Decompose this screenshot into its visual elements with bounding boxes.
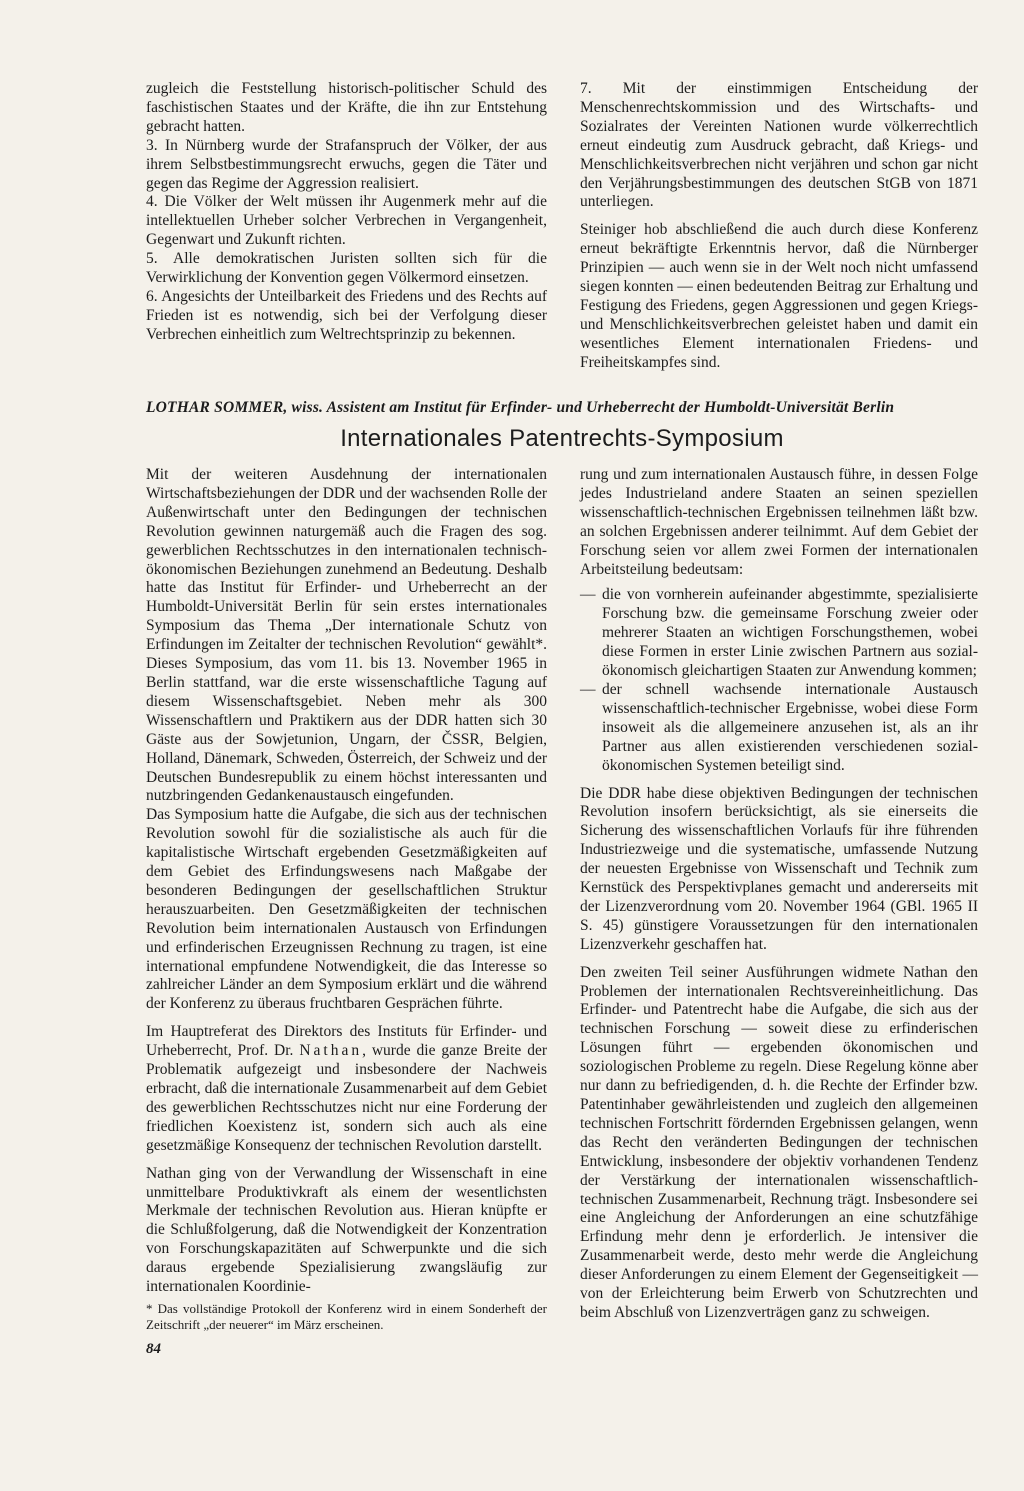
- author-byline: LOTHAR SOMMER, wiss. Assistent am Institut für Erfinder- und Urheberrecht der Humboldt-Universität Berlin: [146, 399, 895, 416]
- dash-marker: —: [580, 680, 596, 698]
- text-run: , wurde die ganze Breite der Problematik aufgezeigt und insbesondere der Nachweis erbracht, daß die internationale Zusammenarbeit auf dem Gebiet des gewerblichen Rechtsschutzes nicht nur eine Forderung der friedlichen Koexistenz ist, sondern sich auch als eine gesetzmäßige Konsequenz der technischen Revolution darstellt.: [146, 1042, 547, 1154]
- main-left-column: [146, 466, 547, 1297]
- top-left-column: [146, 80, 547, 345]
- bullet-list: [580, 586, 978, 775]
- top-right-column: [580, 80, 978, 373]
- paragraph: Nathan ging von der Verwandlung der Wissenschaft in eine unmittelbare Produktivkraft als einem der wesentlichsten Merkmale der technischen Revolution aus. Hieran knüpfte er die Schlußfolgerung, daß die Notwendigkeit der Konzentration von Forschungskapazitäten auf Schwerpunkte und die sich daraus ergebende Spezialisierung zwangsläufig zur internationalen Koordinie-: [146, 1164, 547, 1296]
- article-title: Internationales Patentrechts-Symposium: [340, 425, 784, 452]
- list-item: [580, 586, 978, 681]
- list-item-text: die von vornherein aufeinander abgestimmte, spezialisierte Forschung bzw. die gemeinsame Forschung zweier oder mehrerer Staaten an wichtigen Forschungsthemen, wobei diese Formen in erster Linie zwischen Partnern aus sozial-ökonomisch gleichartigen Staaten zur Anwendung kommen;: [602, 586, 978, 680]
- paragraph: rung und zum internationalen Austausch führe, in dessen Folge jedes Industrieland andere Staaten an seinen speziellen wissenschaftlich-technischen Ergebnissen teilnehmen läßt bzw. an solchen Ergebnissen anderer teilnimmt. Auf dem Gebiet der Forschung seien vor allem zwei Formen der internationalen Arbeitsteilung bedeutsam:: [580, 466, 978, 578]
- emphasized-name: Nathan: [299, 1042, 363, 1060]
- paragraph: 4. Die Völker der Welt müssen ihr Augenmerk mehr auf die intellektuellen Urheber solcher Verbrechen in Vergangenheit, Gegenwart und Zukunft richten.: [146, 193, 547, 249]
- paragraph: [146, 1023, 547, 1155]
- paragraph: zugleich die Feststellung historisch-politischer Schuld des faschistischen Staates und der Kräfte, die ihn zur Entstehung gebracht hatten.: [146, 80, 547, 135]
- paragraph: 5. Alle demokratischen Juristen sollten sich für die Verwirklichung der Konvention gegen Völkermord einsetzen.: [146, 250, 547, 287]
- dash-marker: —: [580, 586, 596, 604]
- paragraph: Mit der weiteren Ausdehnung der internationalen Wirtschaftsbeziehungen der DDR und der wachsenden Rolle der Außenwirtschaft unter den Bedingungen der technischen Revolution gewinnen naturgemäß auch die Fragen des sog. gewerblichen Rechtsschutzes in den internationalen technisch-ökonomischen Beziehungen zunehmend an Bedeutung. Deshalb hatte das Institut für Erfinder- und Urheberrecht an der Humboldt-Universität Berlin für sein erstes internationales Symposium das Thema „Der internationale Schutz von Erfindungen im Zeitalter der technischen Revolution“ gewählt*. Dieses Symposium, das vom 11. bis 13. November 1965 in Berlin stattfand, war die erste wissenschaftliche Tagung auf diesem Wissenschaftsgebiet. Neben mehr als 300 Wissenschaftlern und Praktikern aus der DDR hatten sich 30 Gäste aus der Sowjetunion, Ungarn, der ČSSR, Belgien, Holland, Dänemark, Schweden, Österreich, der Schweiz und der Deutschen Bundesrepublik zu einem höchst interessanten und nutzbringenden Gedankenaustausch eingefunden.: [146, 466, 547, 805]
- footnote: * Das vollständige Protokoll der Konferenz wird in einem Sonderheft der Zeitschrift „der neuerer“ im März erscheinen.: [146, 1301, 547, 1332]
- paragraph: 7. Mit der einstimmigen Entscheidung der Menschenrechtskommission und des Wirtschafts- und Sozialrates der Vereinten Nationen wurde völkerrechtlich erneut eindeutig zum Ausdruck gebracht, daß Kriegs- und Menschlichkeitsverbrechen nicht verjähren und schon gar nicht den Verjährungsbestimmungen des deutschen StGB von 1871 unterliegen.: [580, 80, 978, 211]
- main-right-column: [580, 466, 978, 1323]
- paragraph: Das Symposium hatte die Aufgabe, die sich aus der technischen Revolution sowohl für die sozialistische als auch für die kapitalistische Wirtschaft ergebenden Gesetzmäßigkeiten auf dem Gebiet des Erfindungswesens nach Maßgabe der besonderen Bedingungen der gesellschaftlichen Struktur herauszuarbeiten. Den Gesetzmäßigkeiten der technischen Revolution beim internationalen Austausch von Erfindungen und erfinderischen Erzeugnissen Rechnung zu tragen, ist eine international empfundene Notwendigkeit, die das Interesse so zahlreicher Länder an dem Symposium erklärt und die während der Konferenz zu überaus fruchtbaren Gesprächen führte.: [146, 806, 547, 1013]
- paragraph: Die DDR habe diese objektiven Bedingungen der technischen Revolution insofern berücksichtigt, als sie einerseits die Sicherung des wissenschaftlichen Vorlaufs für ihre führenden Industriezweige und die systematische, umfassende Nutzung der neuesten Ergebnisse von Wissenschaft und Technik zum Kernstück des Perspektivplanes gemacht und andererseits mit der Lizenzverordnung vom 20. November 1964 (GBl. 1965 II S. 45) günstigere Voraussetzungen für den internationalen Lizenzverkehr geschaffen hat.: [580, 784, 978, 953]
- paragraph: 6. Angesichts der Unteilbarkeit des Friedens und des Rechts auf Frieden ist es notwendig, sich bei der Verfolgung dieser Verbrechen einheitlich zum Weltrechtsprinzip zu bekennen.: [146, 287, 547, 343]
- page-number: 84: [146, 1341, 161, 1357]
- paragraph: Steiniger hob abschließend die auch durch diese Konferenz erneut bekräftigte Erkenntnis hervor, daß die Nürnberger Prinzipien — auch wenn sie in der Welt noch nicht umfassend siegen konnten — einen bedeutenden Beitrag zur Erhaltung und Festigung des Friedens, gegen Aggressionen und gegen Kriegs- und Menschlichkeitsverbrechen geleistet haben und damit ein wesentliches Element internationalen Friedens- und Freiheitskampfes sind.: [580, 221, 978, 371]
- list-item-text: der schnell wachsende internationale Austausch wissenschaftlich-technischer Ergebnisse, wobei diese Form insoweit als die allgemeinere anzusehen ist, als an ihr Partner aus allen existierenden verschiedenen sozial-ökonomischen Systemen beteiligt sind.: [602, 680, 978, 774]
- paragraph: 3. In Nürnberg wurde der Strafanspruch der Völker, der aus ihrem Selbstbestimmungsrecht erwuchs, gegen die Täter und gegen das Regime der Aggression realisiert.: [146, 136, 547, 192]
- text-run: Im Hauptreferat des Direktors des Instituts für Erfinder- und Urheberrecht, Prof. Dr.: [146, 1023, 547, 1060]
- list-item: [580, 681, 978, 776]
- paragraph: Den zweiten Teil seiner Ausführungen widmete Nathan den Problemen der internationalen Rechtsvereinheitlichung. Das Erfinder- und Patentrecht habe die Aufgabe, die sich aus der technischen Forschung — soweit diese zu erfinderischen Lösungen führt — ergebenden ökonomischen und soziologischen Probleme zu regeln. Diese Regelung könne aber nur dann zu befriedigenden, d. h. die Rechte der Erfinder bzw. Patentinhaber gewährleistenden und zugleich den allgemeinen technischen Fortschritt fördernden Ergebnissen gelangen, wenn das Recht den veränderten Bedingungen der technischen Entwicklung, insbesondere der objektiv vorhandenen Tendenz der Verstärkung der internationalen wissenschaftlich-technischen Zusammenarbeit, Rechnung trägt. Insbesondere sei eine Angleichung der Anforderungen an eine schutzfähige Erfindung mehr denn je erforderlich. Je intensiver die Zusammenarbeit werde, desto mehr werde die Angleichung dieser Anforderungen zu einem Element der Gegenseitigkeit — von der Erleichterung beim Erwerb von Schutzrechten und beim Abschluß von Lizenzverträgen ganz zu schweigen.: [580, 963, 978, 1321]
